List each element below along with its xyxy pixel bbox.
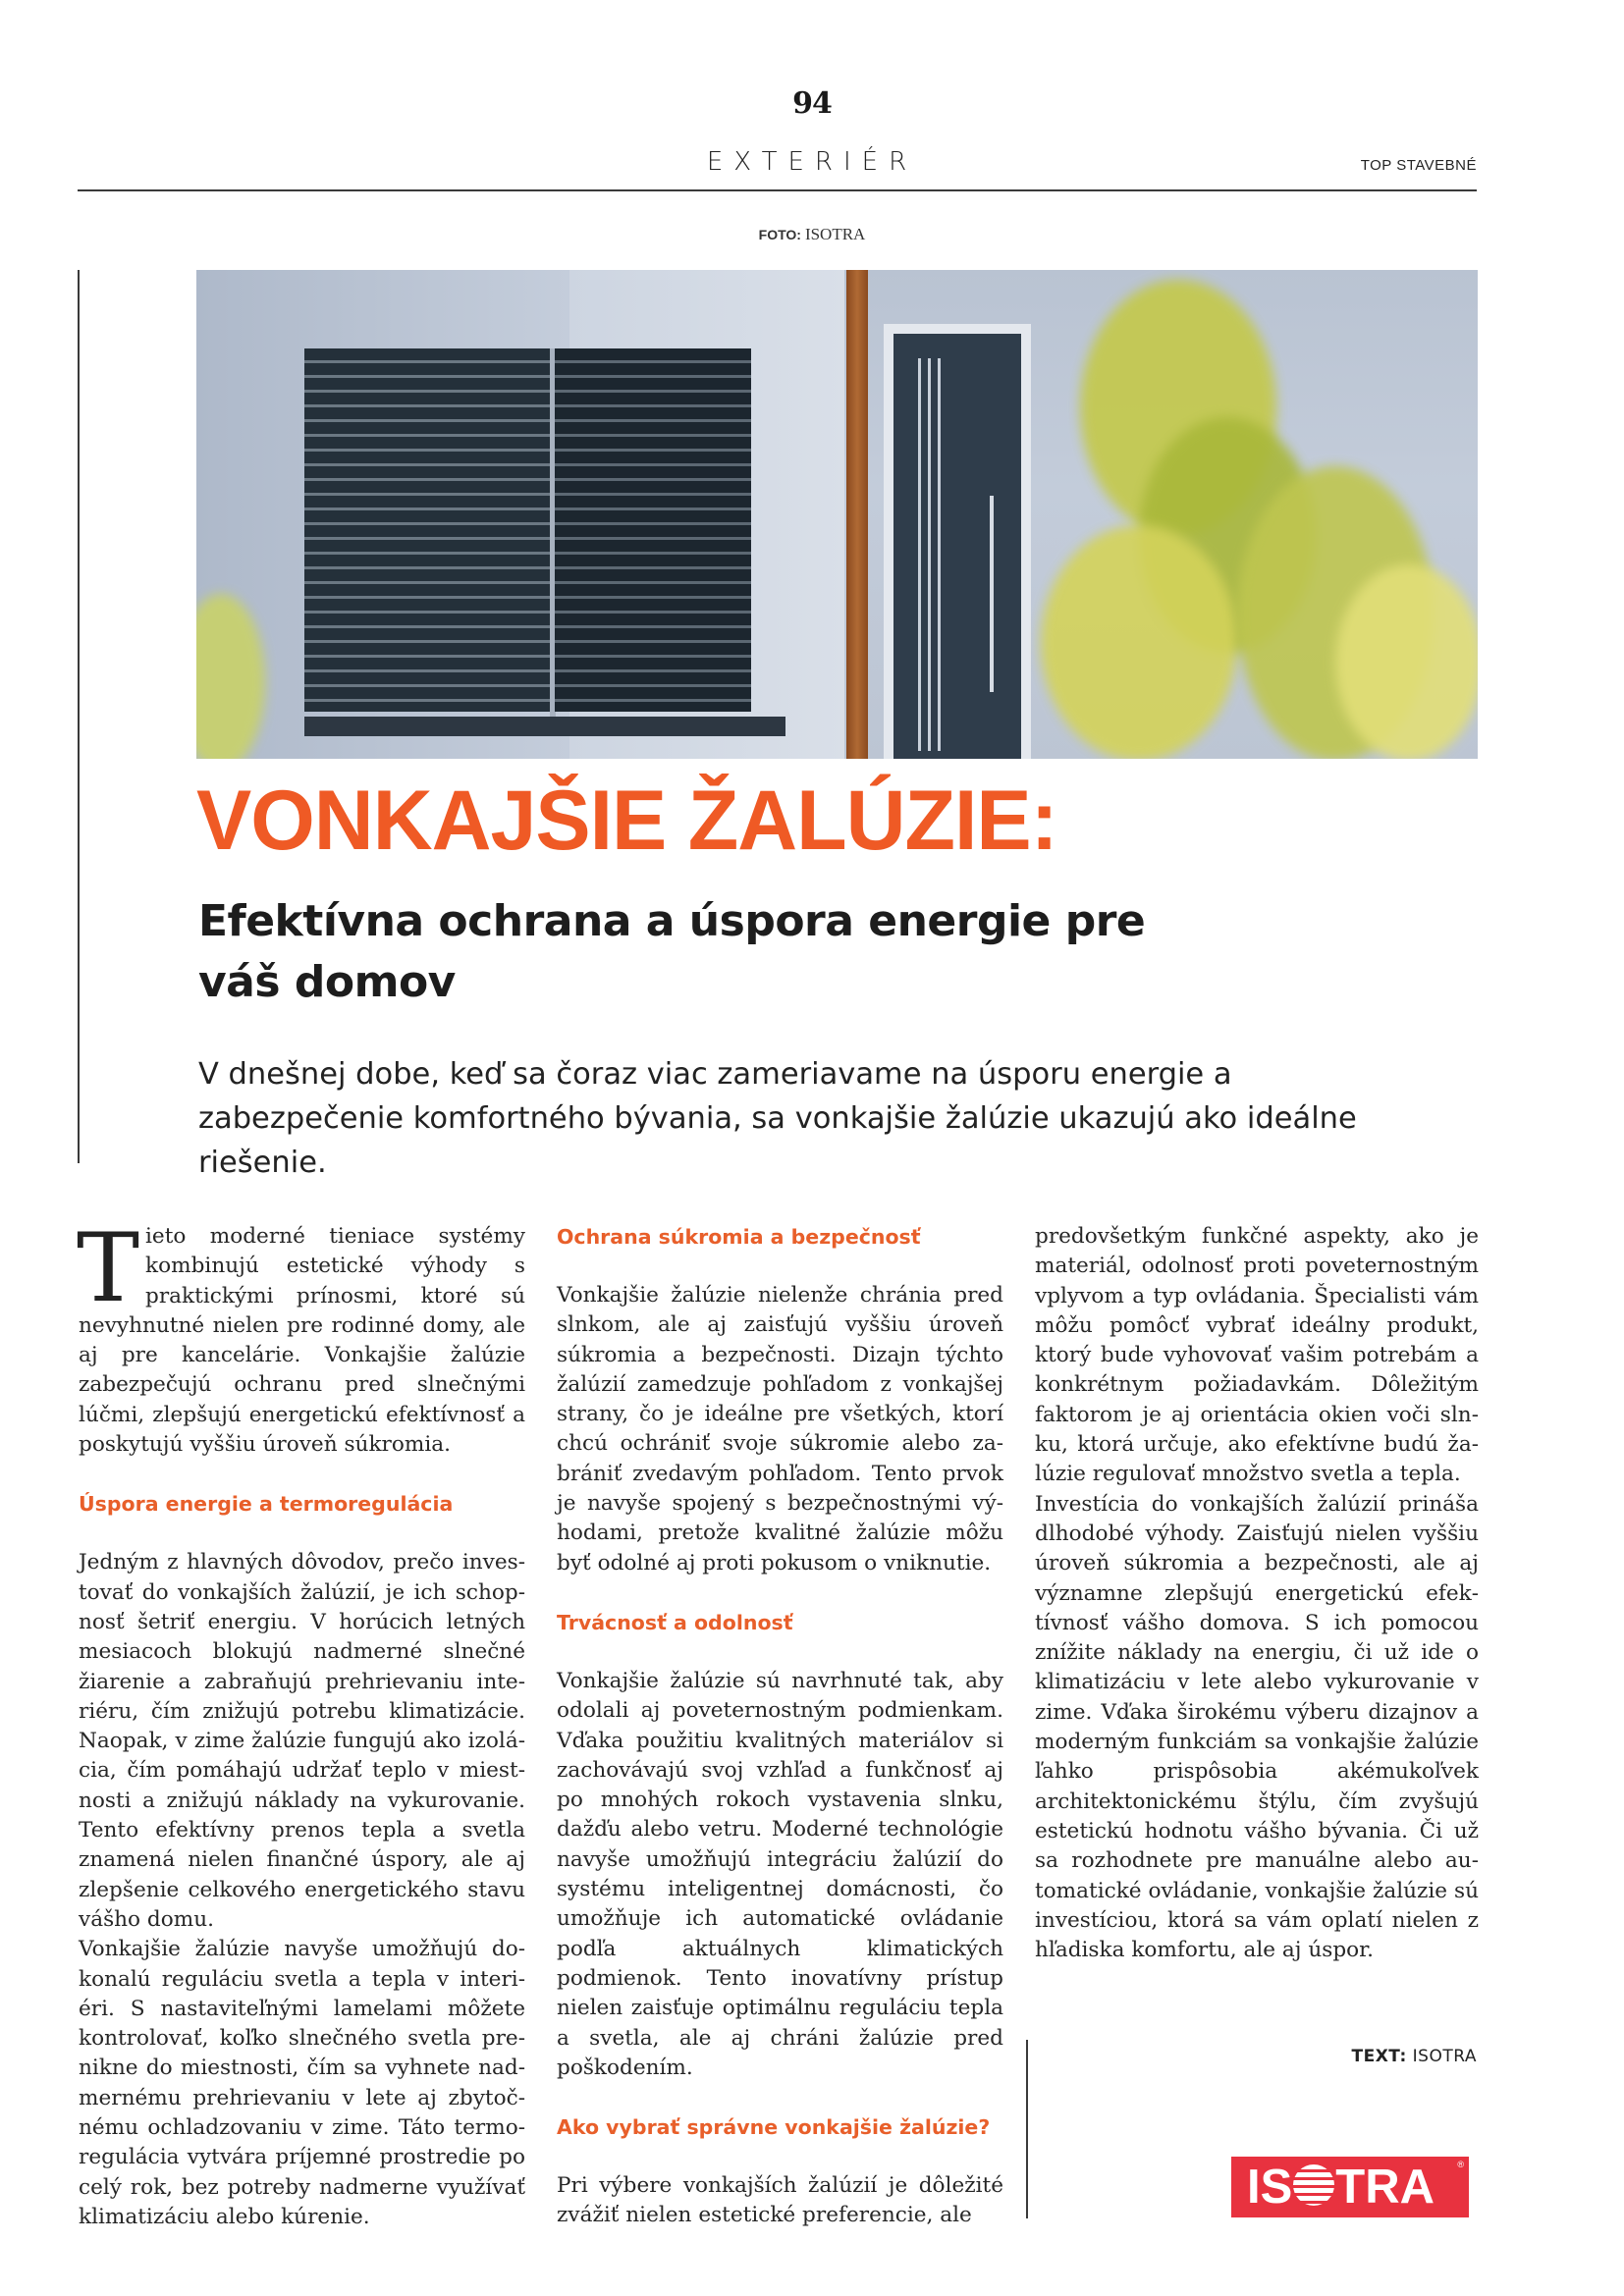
section-heading-energy: Úspora energie a termoregulácia [79,1492,454,1517]
isotra-logo-wordmark [1247,2163,1435,2212]
drop-cap: T [77,1213,140,1323]
intro-paragraph [77,1213,525,1460]
body-paragraph: Vonkajšie žalúzie nielenže chránia pred slnkom, ale aj zaisťujú vyššiu úroveň súkromia a bezpečnosti. Dizajn týchto žalúzií zamedzuje pohľadom z vonkajšej strany, čo je ideálne pre všetkých, ktorí chcú ochrániť svoje súkromie alebo zabrániť zvedavým pohľadom. Tento prvok je navyše spojený s bezpečnostnými výhodami, pretože kvalitné žalúzie môžu byť odolné aj proti pokusom o vniknutie. [557,1283,1003,1575]
body-paragraph: Vonkajšie žalúzie sú navrhnuté tak, aby odolali aj poveternostným podmienkam. Vďaka použitiu kvalitných materiálov si zachovávajú svoj vzhľad a funkčnosť aj po mnohých rokoch vystavenia slnku, dažďu alebo vetru. Moderné technológie navyše umožňujú integráciu žalúzií do systému inteligentnej domácnosti, čo umožňuje ich automatické ovládanie podľa aktuálnych klimatických podmienok. Tento inovatívny prístup nielen zaisťuje optimálnu reguláciu tepla a svetla, ale aj chráni žalúzie pred poškodením. [557,1668,1003,2080]
registered-mark-icon: ® [1457,2160,1464,2169]
section-heading-durability: Trvácnosť a odolnosť [557,1610,793,1634]
article-title: VONKAJŠIE ŽALÚZIE: [196,774,1057,868]
text-credit-label: TEXT: [1351,2047,1407,2066]
photo-door-decor-line [938,358,941,751]
photo-credit-value: ISOTRA [804,225,866,243]
hero-photo [196,270,1478,759]
section-heading-privacy: Ochrana súkromia a bezpečnosť [557,1225,921,1249]
photo-window-with-blinds [304,348,736,712]
photo-front-door [893,334,1021,759]
page-number: 94 [792,86,832,121]
article-column-3 [1035,1222,1479,1965]
column-vertical-rule [1026,2040,1028,2218]
article-column-1 [77,1213,525,2232]
photo-credit-label: FOTO: [758,227,801,242]
logo-text-end: TRA [1335,2161,1435,2214]
left-vertical-rule [78,270,80,1163]
photo-wooden-post [846,270,868,759]
photo-foliage [1041,525,1237,759]
intro-text: ieto moderné tieniace systémy kombinujú estetické výhody s praktickými prínosmi, ktoré sú nevyhnutné nielen pre rodinné domy, ale aj pre kancelárie. Vonkajšie žalúzie zabezpečujú ochranu pred slnečnými lúčmi, zlepšujú energetickú efektívnosť a poskytujú vyššiu úroveň súkromia. [79,1224,525,1458]
photo-credit [0,225,1624,244]
body-paragraph: Investícia do vonkajších žalúzií prináša dlhodobé výhody. Zaisťujú nielen vyššiu úroveň súkromia a bezpečnosti, ale aj významne zlepšujú energetickú efektívnosť vášho domova. S ich pomocou znížite náklady na energiu, či už ide o klimatizáciu v lete alebo vykurovanie v zime. Vďaka širokému výberu dizajnov a moderným funkciám sa vonkajšie žalúzie ľahko prispôsobia akémukoľvek architektonickému štýlu, čím zvyšujú estetickú hodnotu vášho bývania. Či už sa rozhodnete pre manuálne alebo automatické ovládanie, vonkajšie žalúzie sú investíciou, ktorá sa vám oplatí nielen z hľadiska komfortu, ale aj úspor. [1035,1491,1479,1963]
photo-foliage [1335,564,1478,759]
section-title: EXTERIÉR [706,147,918,177]
text-credit [1351,2047,1477,2066]
section-heading-how-to-choose: Ako vybrať správne vonkajšie žalúzie? [557,2115,991,2140]
magazine-name: TOP STAVEBNÉ [1360,157,1477,174]
text-credit-value: ISOTRA [1412,2047,1477,2066]
header-divider [78,189,1477,191]
body-paragraph: Pri výbere vonkajších žalúzií je dôležité zvážiť nielen estetické preferencie, ale [557,2173,1003,2228]
photo-door-handle [990,496,994,692]
photo-blind-side [555,348,751,712]
photo-blind-front [304,348,550,712]
photo-window-sill [304,717,785,736]
article-subtitle: Efektívna ochrana a úspora energie pre váš domov [198,896,1146,1007]
article-column-2 [557,1222,1003,2231]
photo-door-decor-line [918,358,921,751]
body-paragraph: Vonkajšie žalúzie navyše umožňujú dokonalú reguláciu svetla a tepla v interiéri. S nastaviteľnými lamelami môžete kontrolovať, koľko slnečného svetla prenikne do miestnosti, čím sa vyhnete nadmernému prehrievaniu v lete aj zbytočnému ochladzovaniu v zime. Táto termoregulácia vytvára príjemné prostredie po celý rok, bez potreby nadmerne využívať klimatizáciu alebo kúrenie. [79,1937,525,2229]
article-lead: V dnešnej dobe, keď sa čoraz viac zameriavame na úsporu energie a zabezpečenie komfortného bývania, sa vonkajšie žalúzie ukazujú ako ideálne riešenie. [198,1057,1357,1180]
body-paragraph: predovšetkým funkčné aspekty, ako je materiál, odolnosť proti poveternostným vplyvom a typ ovládania. Špecialisti vám môžu pomôcť vybrať ideálny produkt, ktorý bude vyhovovať vašim potrebám a konkrétnym požiadavkám. Dôležitým faktorom je aj orientácia okien voči slnku, ktorá určuje, ako efektívne budú žalúzie regulovať množstvo svetla a tepla. [1035,1224,1479,1487]
body-paragraph: Jedným z hlavných dôvodov, prečo investovať do vonkajších žalúzií, je ich schopnosť šetriť energiu. V horúcich letných mesiacoch blokujú nadmerné slnečné žiarenie a zabraňujú prehrievaniu interiéru, čím znižujú potrebu klimatizácie. Naopak, v zime žalúzie fungujú ako izolácia, čím pomáhajú udržať teplo v miestnosti a znižujú náklady na vykurovanie. Tento efektívny prenos tepla a svetla znamená nielen finančné úspory, ale aj zlepšenie celkového energetického stavu vášho domu. [79,1550,525,1932]
logo-text-start: IS [1247,2161,1293,2214]
striped-sun-icon [1293,2164,1334,2206]
isotra-logo [1231,2157,1469,2217]
photo-door-decor-line [928,358,931,751]
